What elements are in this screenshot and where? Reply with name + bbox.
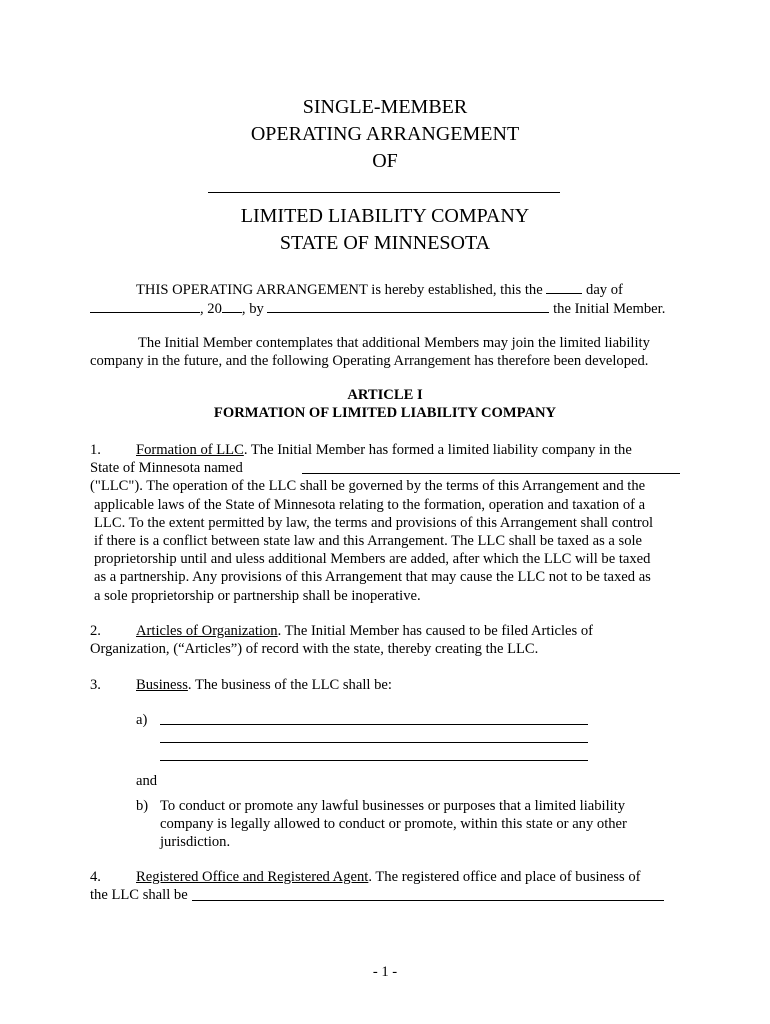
section-text: . The business of the LLC shall be:: [187, 677, 392, 693]
section-1-line-4: applicable laws of the State of Minnesota relating to the formation, operation and taxation of a: [94, 497, 646, 513]
intro-line-2: [90, 299, 665, 318]
section-2-heading: [136, 622, 593, 640]
intro-text: , by: [241, 301, 264, 317]
item-b-line-2: company is legally allowed to conduct or promote, within this state or any other: [160, 816, 627, 832]
section-text: . The registered office and place of business of: [368, 869, 641, 885]
section-3-number: 3.: [90, 677, 101, 693]
article-heading: ARTICLE I: [347, 387, 423, 403]
member-name-blank[interactable]: [267, 299, 549, 313]
and-label: and: [136, 773, 158, 789]
section-1-line-5: LLC. To the extent permitted by law, the terms and provisions of this Arrangement shall control: [94, 515, 654, 531]
page-number: - 1 -: [372, 964, 398, 980]
year-blank[interactable]: [222, 299, 242, 313]
title-line-1: SINGLE-MEMBER: [302, 96, 468, 118]
section-4-line-2: the LLC shall be: [90, 887, 188, 903]
company-name-blank[interactable]: [208, 192, 560, 193]
business-blank-1[interactable]: [160, 724, 588, 725]
section-4-title: Registered Office and Registered Agent: [136, 869, 369, 885]
registered-office-blank[interactable]: [192, 900, 664, 901]
business-blank-2[interactable]: [160, 742, 588, 743]
section-4-heading: [136, 868, 641, 886]
item-b-label: b): [136, 798, 149, 814]
section-2-line-2: Organization, (“Articles”) of record with the state, thereby creating the LLC.: [90, 641, 539, 657]
section-3-title: Business: [136, 677, 188, 693]
intro-line-1: [136, 280, 623, 299]
section-text: . The Initial Member has caused to be filed Articles of: [277, 623, 594, 639]
llc-name-blank[interactable]: [302, 473, 680, 474]
section-2-title: Articles of Organization: [136, 623, 278, 639]
section-2-number: 2.: [90, 623, 101, 639]
article-subheading: FORMATION OF LIMITED LIABILITY COMPANY: [213, 405, 557, 421]
item-b-line-1: To conduct or promote any lawful businesses or purposes that a limited liability: [160, 798, 626, 814]
section-1-line-8: as a partnership. Any provisions of this Arrangement that may cause the LLC not to be taxed as: [94, 569, 651, 585]
section-1-line-6: if there is a conflict between state law and this Arrangement. The LLC shall be taxed as a sole: [94, 533, 643, 549]
section-1-line-3: ("LLC"). The operation of the LLC shall be governed by the terms of this Arrangement and the: [90, 478, 646, 494]
title-line-4: LIMITED LIABILITY COMPANY: [240, 205, 530, 227]
contemplation-line-2: company in the future, and the following Operating Arrangement has therefore been developed.: [90, 353, 649, 369]
section-1-number: 1.: [90, 442, 101, 458]
intro-text: the Initial Member.: [553, 301, 666, 317]
item-a-label: a): [136, 712, 148, 728]
item-b-line-3: jurisdiction.: [160, 834, 231, 850]
section-1-heading: [136, 441, 632, 459]
section-1-line-7: proprietorship until and uless additional Members are added, after which the LLC will be taxed: [94, 551, 651, 567]
section-4-number: 4.: [90, 869, 101, 885]
business-blank-3[interactable]: [160, 760, 588, 761]
title-line-3: OF: [372, 150, 398, 172]
title-line-5: STATE OF MINNESOTA: [279, 232, 491, 254]
intro-text: , 20: [200, 301, 222, 317]
contemplation-line-1: The Initial Member contemplates that additional Members may join the limited liability: [138, 335, 650, 351]
day-blank[interactable]: [546, 280, 582, 294]
title-line-2: OPERATING ARRANGEMENT: [250, 123, 520, 145]
intro-text: day of: [586, 282, 623, 298]
section-1-line-2: State of Minnesota named: [90, 460, 243, 476]
month-blank[interactable]: [90, 299, 200, 313]
section-1-title: Formation of LLC: [136, 442, 244, 458]
section-1-line-9: a sole proprietorship or partnership shall be inoperative.: [94, 588, 421, 604]
section-text: . The Initial Member has formed a limited liability company in the: [243, 442, 632, 458]
section-3-heading: [136, 676, 392, 694]
intro-text: THIS OPERATING ARRANGEMENT is hereby established, this the: [136, 282, 543, 298]
